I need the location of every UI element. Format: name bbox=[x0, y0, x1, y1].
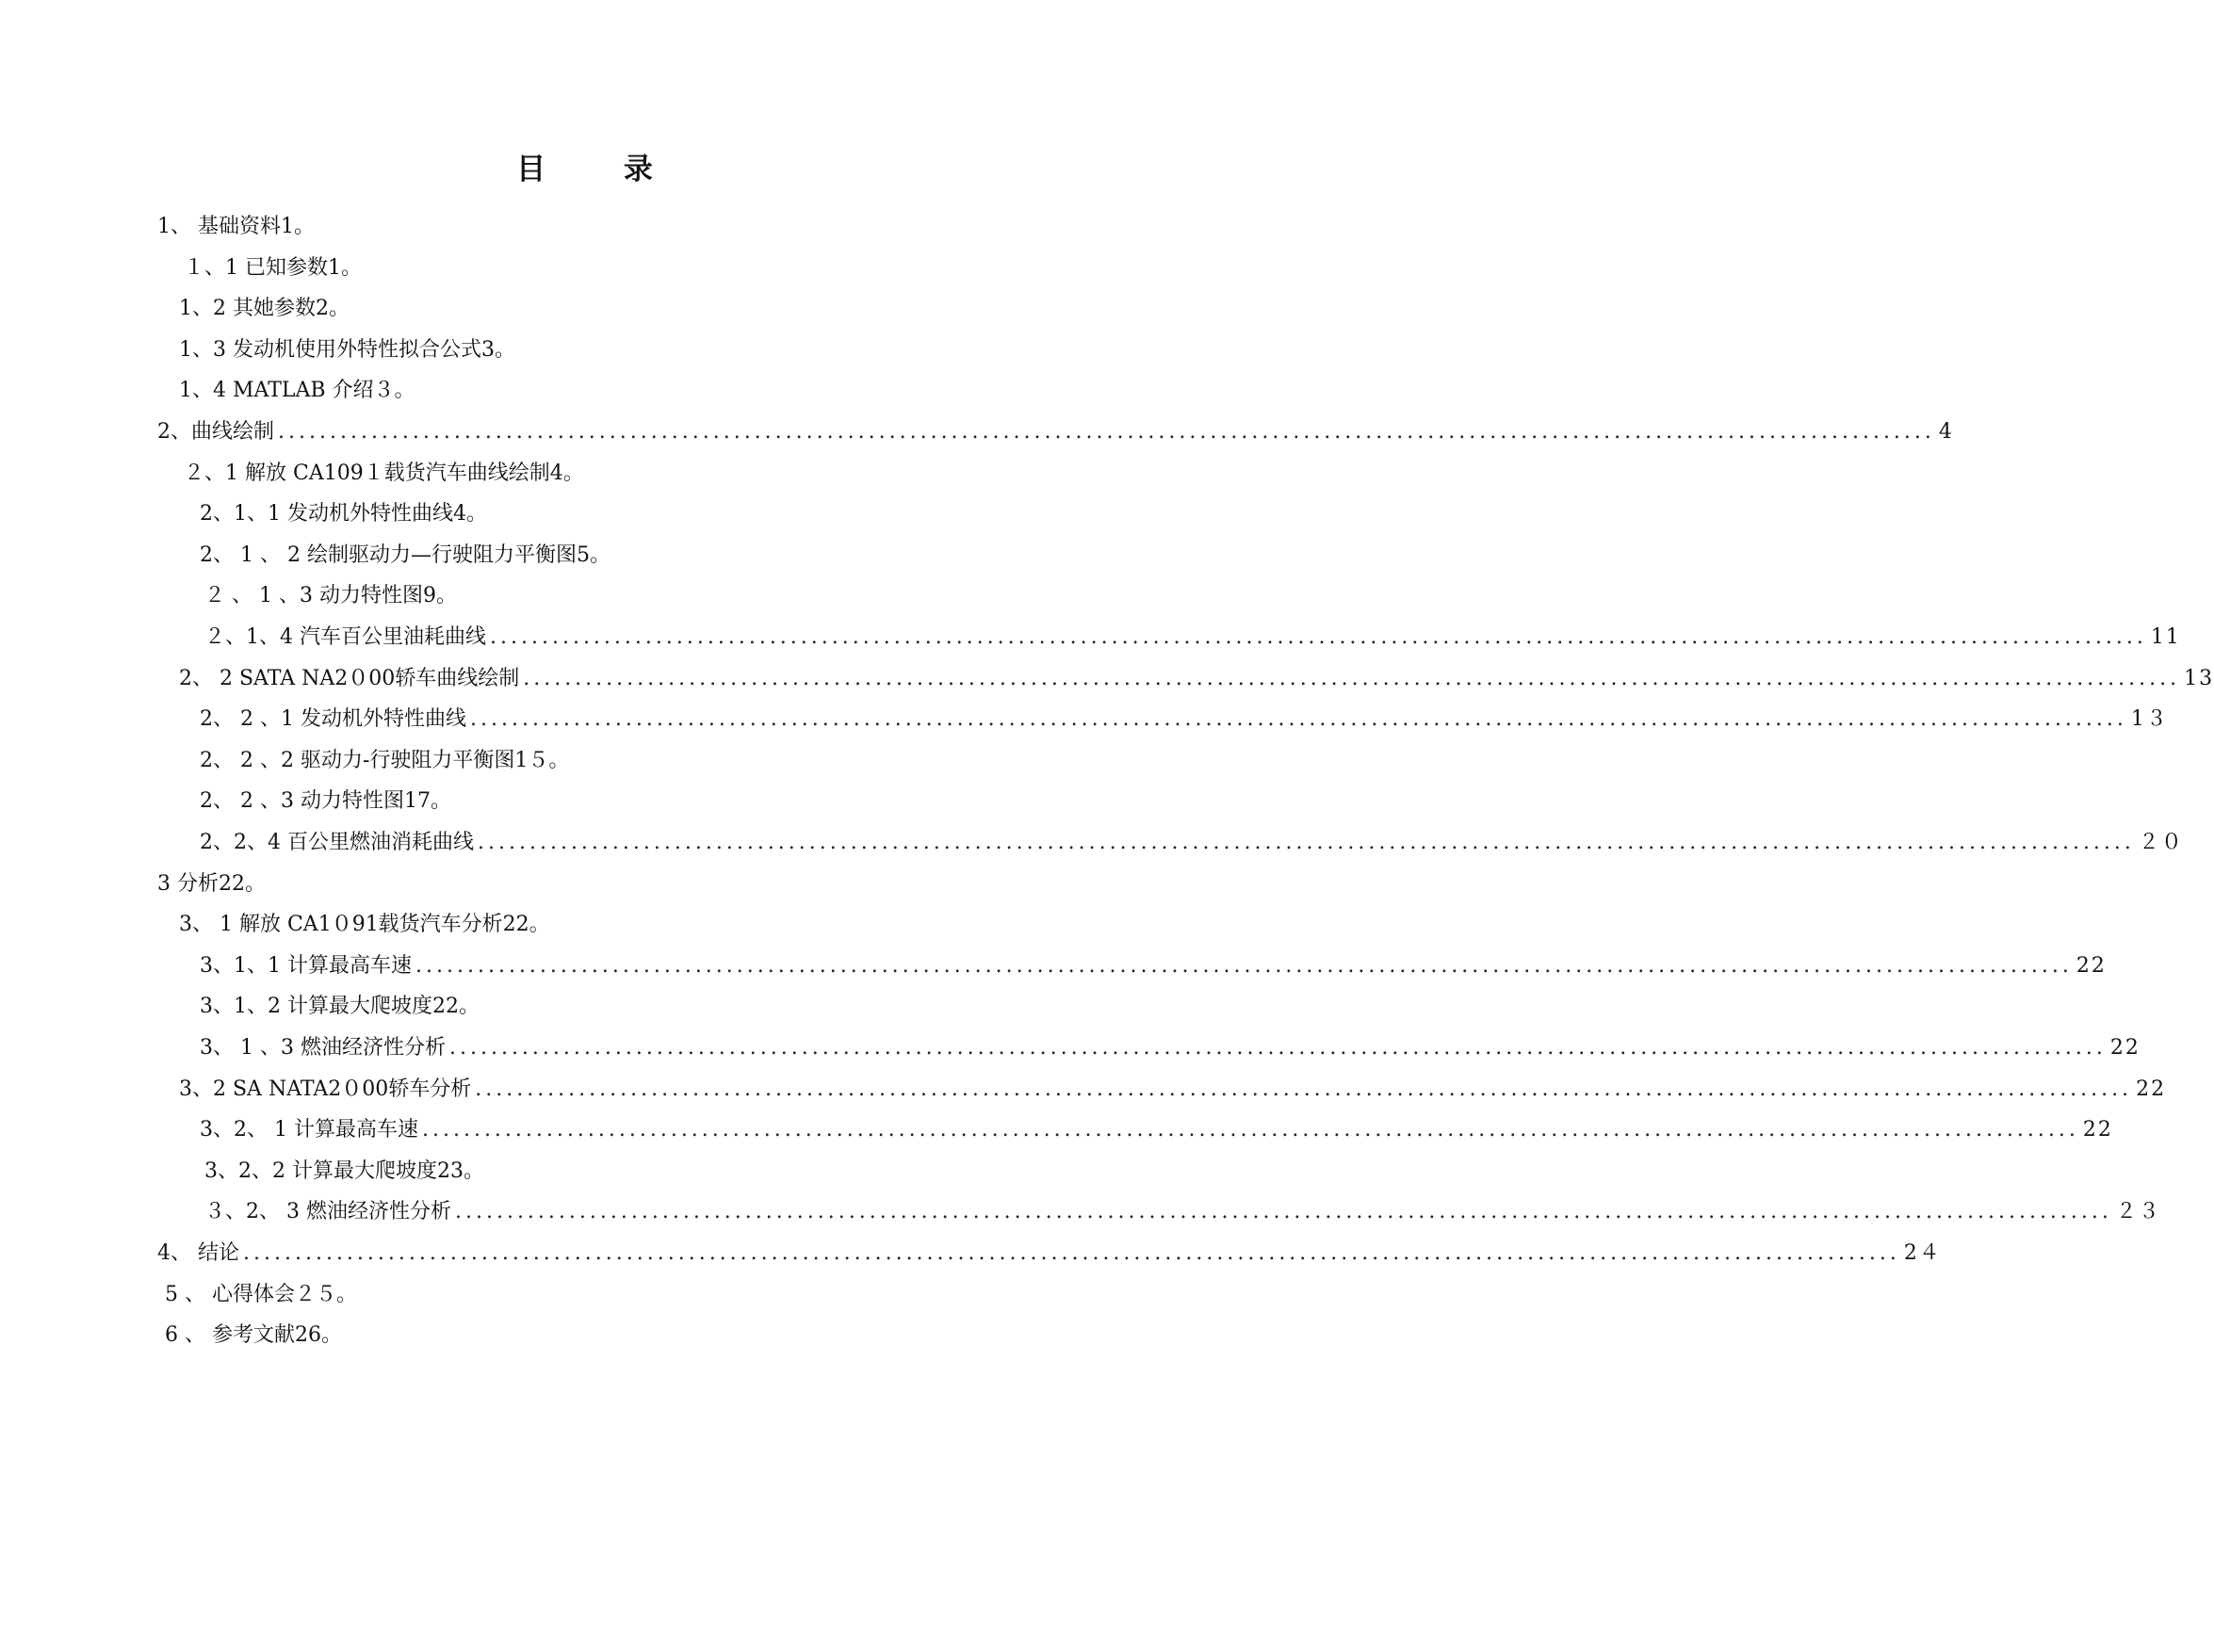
toc-page-number: 2４ bbox=[1903, 1241, 1942, 1265]
toc-entry[interactable] bbox=[200, 745, 569, 777]
dot-leader: ................................................................................................................................................................ bbox=[478, 831, 2135, 854]
dot-leader: ................................................................................................................................................................ bbox=[475, 1077, 2133, 1101]
toc-page-number: ２０ bbox=[2138, 831, 2184, 854]
toc-entry-title: 2、2、4 百公里燃油消耗曲线 bbox=[200, 831, 474, 854]
toc-entry-title: 2、 2 、1 发动机外特性曲线 bbox=[200, 707, 466, 731]
toc-page-number: 1３ bbox=[2130, 707, 2169, 731]
toc-entry-title: １、1 已知参数1。 bbox=[184, 256, 362, 280]
dot-leader: ................................................................................................................................................................ bbox=[490, 625, 2147, 649]
toc-entry-title: 5 、 心得体会２５。 bbox=[165, 1283, 357, 1306]
toc-entry[interactable] bbox=[165, 1279, 357, 1311]
toc-entry-title: 3、2、 1 计算最高车速 bbox=[200, 1118, 418, 1142]
toc-entry[interactable] bbox=[184, 252, 362, 284]
toc-entry-title: 2、1、1 发动机外特性曲线4。 bbox=[200, 502, 487, 526]
toc-entry[interactable] bbox=[179, 293, 350, 325]
toc-entry[interactable] bbox=[200, 1114, 2113, 1146]
toc-entry-title: ３、2、 3 燃油经济性分析 bbox=[204, 1200, 451, 1223]
toc-entry[interactable] bbox=[200, 991, 480, 1023]
toc-entry[interactable] bbox=[200, 540, 610, 572]
dot-leader: ................................................................................................................................................................ bbox=[415, 954, 2073, 978]
toc-entry-title: 3、 1 、3 燃油经济性分析 bbox=[200, 1036, 446, 1060]
toc-entry[interactable] bbox=[204, 1156, 484, 1188]
toc-title: 目 录 bbox=[516, 153, 687, 186]
toc-entry[interactable] bbox=[200, 1032, 2141, 1064]
toc-page-number: 13 bbox=[2184, 667, 2214, 690]
toc-entry-title: 1、2 其她参数2。 bbox=[179, 297, 350, 320]
toc-entry-title: ２、1 解放 CA109１载货汽车曲线绘制4。 bbox=[184, 462, 584, 485]
toc-entry[interactable] bbox=[179, 663, 2214, 695]
toc-entry[interactable] bbox=[200, 827, 2184, 859]
toc-entry-title: 1、 基础资料1。 bbox=[157, 215, 315, 238]
toc-entry-title: 2、 2 SATA NA2０00轿车曲线绘制 bbox=[179, 667, 520, 690]
dot-leader: ................................................................................................................................................................ bbox=[421, 1118, 2079, 1142]
toc-entry-title: 2、 2 、3 动力特性图17。 bbox=[200, 789, 451, 813]
toc-entry-title: 4、 结论 bbox=[157, 1241, 239, 1265]
dot-leader: ................................................................................................................................................................ bbox=[454, 1200, 2112, 1223]
toc-entry[interactable] bbox=[184, 458, 584, 490]
toc-entry-title: 6 、 参考文献26。 bbox=[165, 1323, 342, 1347]
toc-entry-title: 3、 1 解放 CA1０91载货汽车分析22。 bbox=[179, 913, 550, 936]
toc-entry[interactable] bbox=[179, 1074, 2167, 1106]
toc-entry-title: 3、2 SA NATA2０00轿车分析 bbox=[179, 1077, 472, 1101]
toc-entry[interactable] bbox=[157, 1238, 1942, 1270]
toc-entry[interactable] bbox=[200, 950, 2107, 982]
dot-leader: ................................................................................................................................................................ bbox=[243, 1241, 1900, 1265]
toc-page-number: 22 bbox=[2076, 954, 2107, 978]
toc-entry-title: 2、 2 、2 驱动力-行驶阻力平衡图1５。 bbox=[200, 749, 570, 772]
toc-entry-title: 1、3 发动机使用外特性拟合公式3。 bbox=[179, 338, 515, 362]
toc-entry[interactable] bbox=[157, 211, 315, 243]
toc-entry[interactable] bbox=[179, 909, 550, 941]
toc-entry[interactable] bbox=[157, 868, 266, 900]
toc-page-number: 11 bbox=[2150, 625, 2181, 649]
toc-entry-title: 3、2、2 计算最大爬坡度23。 bbox=[204, 1159, 484, 1183]
dot-leader: ................................................................................................................................................................ bbox=[523, 667, 2181, 690]
toc-entry-title: ２ 、 1 、3 动力特性图9。 bbox=[204, 584, 457, 607]
dot-leader: ................................................................................................................................................................ bbox=[278, 420, 1935, 444]
toc-entry-title: 2、曲线绘制 bbox=[157, 420, 274, 444]
toc-entry[interactable] bbox=[200, 704, 2169, 736]
toc-entry-title: ２、1、4 汽车百公里油耗曲线 bbox=[204, 625, 486, 649]
toc-entry-title: 1、4 MATLAB 介绍３。 bbox=[179, 379, 415, 402]
toc-entry[interactable] bbox=[204, 622, 2181, 654]
toc-entry[interactable] bbox=[157, 416, 1954, 448]
toc-entry[interactable] bbox=[179, 334, 515, 366]
toc-entry-title: 3、1、1 计算最高车速 bbox=[200, 954, 412, 978]
toc-page-number: 22 bbox=[2136, 1077, 2167, 1101]
toc-entry[interactable] bbox=[179, 375, 415, 407]
toc-entry-title: 2、 1 、 2 绘制驱动力—行驶阻力平衡图5。 bbox=[200, 543, 610, 567]
toc-page-number: 22 bbox=[2109, 1036, 2141, 1060]
toc-entry[interactable] bbox=[165, 1320, 342, 1352]
toc-entry[interactable] bbox=[204, 1196, 2161, 1228]
dot-leader: ................................................................................................................................................................ bbox=[469, 707, 2127, 731]
toc-entry[interactable] bbox=[200, 498, 487, 530]
dot-leader: ................................................................................................................................................................ bbox=[448, 1036, 2107, 1060]
toc-page-number: ２３ bbox=[2115, 1200, 2161, 1223]
toc-page-number: 22 bbox=[2082, 1118, 2113, 1142]
toc-entry-title: 3、1、2 计算最大爬坡度22。 bbox=[200, 995, 480, 1018]
toc-entry[interactable] bbox=[204, 580, 457, 612]
toc-entry-title: 3 分析22。 bbox=[157, 872, 266, 896]
toc-page-number: 4 bbox=[1938, 420, 1954, 444]
toc-entry[interactable] bbox=[200, 786, 451, 818]
